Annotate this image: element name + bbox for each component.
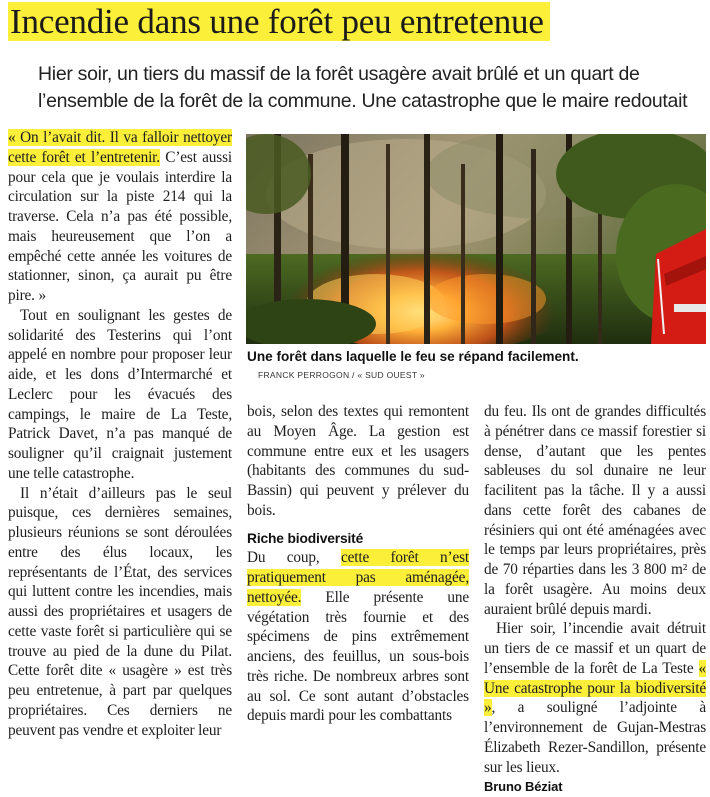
quote-highlight-2: cette forêt n’est pratiquement pas aménagée, nettoyée. [247,549,469,606]
paragraph-2: Tout en soulignant les gestes de solidarité des Testerins qui l’ont appelé en nombre pour proposer leur aide, et les dons d’Intermarché et Leclerc pour les évacués des campings, le maire de La Teste, Patrick Davet, n’a pas manqué de souligner qu’il craignait justement une telle catastrophe. [8,306,232,482]
paragraph-4 [247,548,469,726]
headline-text: Incendie dans une forêt peu entretenue [8,2,550,41]
quote-highlight-1: « On l’avait dit. Il va falloir nettoyer cette forêt et l’entretenir. [8,129,232,166]
paragraph-4-after: Elle présente une végétation très fournie et des spécimens de pins extrêmement anciens, des feuillus, un sous-bois très riche. De nombreux arbres sont au sol. Ce sont autant d’obstacles depuis mardi pour les combattants [247,588,469,725]
headline [8,2,550,42]
paragraph-3-continued: bois, selon des textes qui remontent au Moyen Âge. La gestion est commune entre eux et les usagers (habitants des communes du sud-Bassin) qui peuvent y prélever du bois. [247,403,469,519]
article-column-3 [484,402,706,797]
paragraph-1-text: C’est aussi pour cela que je voulais interdire la circulation sur la piste 214 qui la traverse. Cela n’a pas été possible, mais heureusement que l’on a empêché cette année les voitures de stationner, sinon, ça aurait pu être pire. » [8,148,232,304]
forest-fire-photo [246,134,706,344]
paragraph-5 [484,619,706,777]
section-subhead: Riche biodiversité [247,530,364,546]
byline: Bruno Béziat [484,779,563,795]
article-column-1 [8,128,232,740]
paragraph-4-continued: du feu. Ils ont de grandes difficultés à pénétrer dans ce massif forestier si dense, d’autant que les pentes sableuses du sol dunaire ne leur facilitent pas la tâche. Il y a aussi dans cette forêt des cabanes de résiniers qui ont été aménagées avec le temps par leurs propriétaires, près de 70 réparties dans les 3 800 m² de la forêt usagère. Au moins deux auraient brûlé depuis mardi. [484,403,706,618]
standfirst: Hier soir, un tiers du massif de la forêt usagère avait brûlé et un quart de l’ensemble de la forêt de la commune. Une catastrophe que le maire redoutait [38,63,688,112]
quote-highlight-3: « Une catastrophe pour la biodiversité » [484,659,706,717]
article-column-2 [247,402,469,726]
paragraph-5-before: Hier soir, l’incendie avait détruit un tiers de ce massif et un quart de l’ensemble de la forêt de La Teste [484,620,706,677]
photo-credit: FRANCK PERROGON / « SUD OUEST » [258,370,425,380]
paragraph-4-before: Du coup, [247,549,341,567]
paragraph-5-after: , a souligné l’adjointe à l’environnement de Gujan-Mestras Élizabeth Rezer-Sandillon, présente sur les lieux. [484,699,706,776]
photo-caption: Une forêt dans laquelle le feu se répand facilement. [247,349,579,364]
paragraph-1 [8,128,232,306]
forest-fire-illustration [246,134,706,344]
paragraph-3: Il n’était d’ailleurs pas le seul puisque, ces dernières semaines, plusieurs réunions se sont déroulées entre des élus locaux, les représentants de l’État, des services qui luttent contre les incendies, mais aussi des propriétaires et usagers de cette vaste forêt si particulière qui se trouve au pied de la dune du Pilat. Cette forêt dite « usagère » est très peu entretenue, à part par quelques propriétaires. Ces derniers ne peuvent pas vendre et exploiter leur [8,484,232,739]
